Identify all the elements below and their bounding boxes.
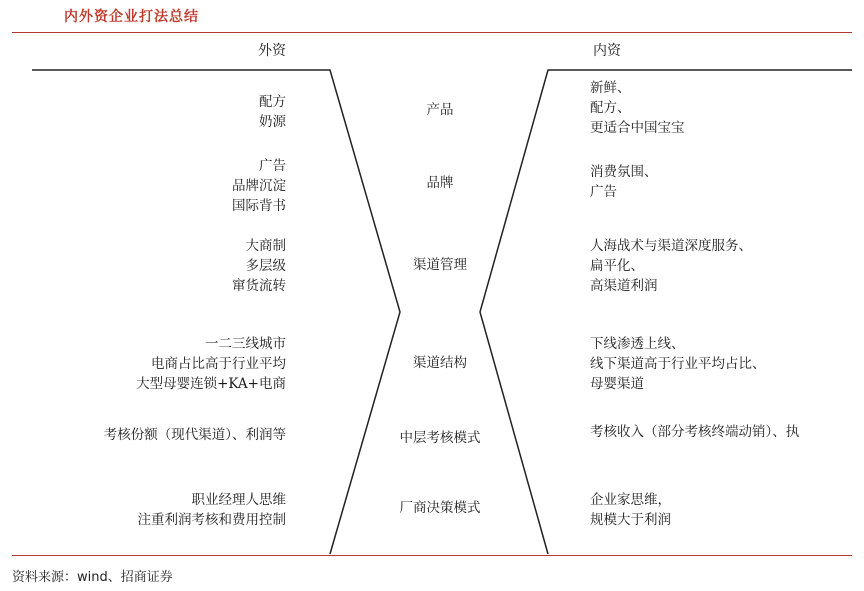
domestic-row-mid-assess: [590, 422, 799, 442]
text-line: 母婴渠道: [590, 376, 644, 392]
text-line: 大型母婴连锁+KA+电商: [136, 376, 286, 392]
text-line: 消费氛围、: [590, 164, 658, 180]
foreign-row-channel-mgmt: [232, 236, 286, 296]
text-line: 下线渗透上线、: [590, 336, 685, 352]
header-domestic: 内资: [593, 43, 621, 59]
header-foreign: 外资: [258, 43, 286, 59]
text-line: 扁平化、: [590, 258, 644, 274]
category-channel-struct: 渠道结构: [413, 355, 467, 371]
domestic-row-brand: [590, 162, 658, 202]
text-line: 广告: [259, 158, 286, 174]
category-mid-assess: 中层考核模式: [399, 430, 481, 446]
text-line: 大商制: [245, 238, 286, 254]
text-line: 广告: [590, 184, 617, 200]
source-note: 资料来源：wind、招商证券: [12, 570, 173, 585]
text-line: 国际背书: [232, 198, 286, 214]
text-line: 考核份额（现代渠道）、利润等: [103, 427, 286, 443]
text-line: 电商占比高于行业平均: [151, 356, 286, 372]
text-line: 线下渠道高于行业平均占比、: [590, 356, 766, 372]
text-line: 规模大于利润: [590, 512, 671, 528]
category-decision: 厂商决策模式: [399, 500, 481, 516]
text-line: 配方、: [590, 100, 631, 116]
text-line: 企业家思维，: [590, 492, 671, 508]
text-line: 一二三线城市: [205, 336, 286, 352]
text-line: 高渠道利润: [590, 278, 658, 294]
hourglass-left-edge: [32, 70, 400, 554]
domestic-row-channel-struct: [590, 334, 766, 394]
domestic-row-product: [590, 78, 685, 138]
category-brand: 品牌: [426, 175, 454, 191]
text-line: 更适合中国宝宝: [590, 120, 685, 136]
category-channel-mgmt: 渠道管理: [413, 257, 467, 273]
text-line: 人海战术与渠道深度服务、: [590, 238, 752, 254]
text-line: 品牌沉淀: [232, 178, 286, 194]
figure-title: 内外资企业打法总结: [64, 9, 199, 25]
bottom-rule: [12, 555, 852, 556]
text-line: 职业经理人思维: [191, 492, 286, 508]
text-line: 考核收入（部分考核终端动销）、执: [590, 424, 800, 440]
text-line: 注重利润考核和费用控制: [137, 512, 286, 528]
foreign-row-mid-assess: [104, 425, 286, 445]
domestic-row-decision: [590, 490, 671, 530]
text-line: 配方: [259, 94, 286, 110]
category-product: 产品: [426, 102, 454, 118]
text-line: 窜货流转: [232, 278, 286, 294]
hourglass-right-edge: [480, 70, 852, 554]
text-line: 多层级: [245, 258, 286, 274]
foreign-row-brand: [232, 156, 286, 216]
foreign-row-channel-struct: [136, 334, 286, 394]
foreign-row-decision: [138, 490, 287, 530]
text-line: 新鲜、: [590, 80, 631, 96]
domestic-row-channel-mgmt: [590, 236, 752, 296]
foreign-row-product: [259, 92, 286, 132]
text-line: 奶源: [259, 114, 286, 130]
